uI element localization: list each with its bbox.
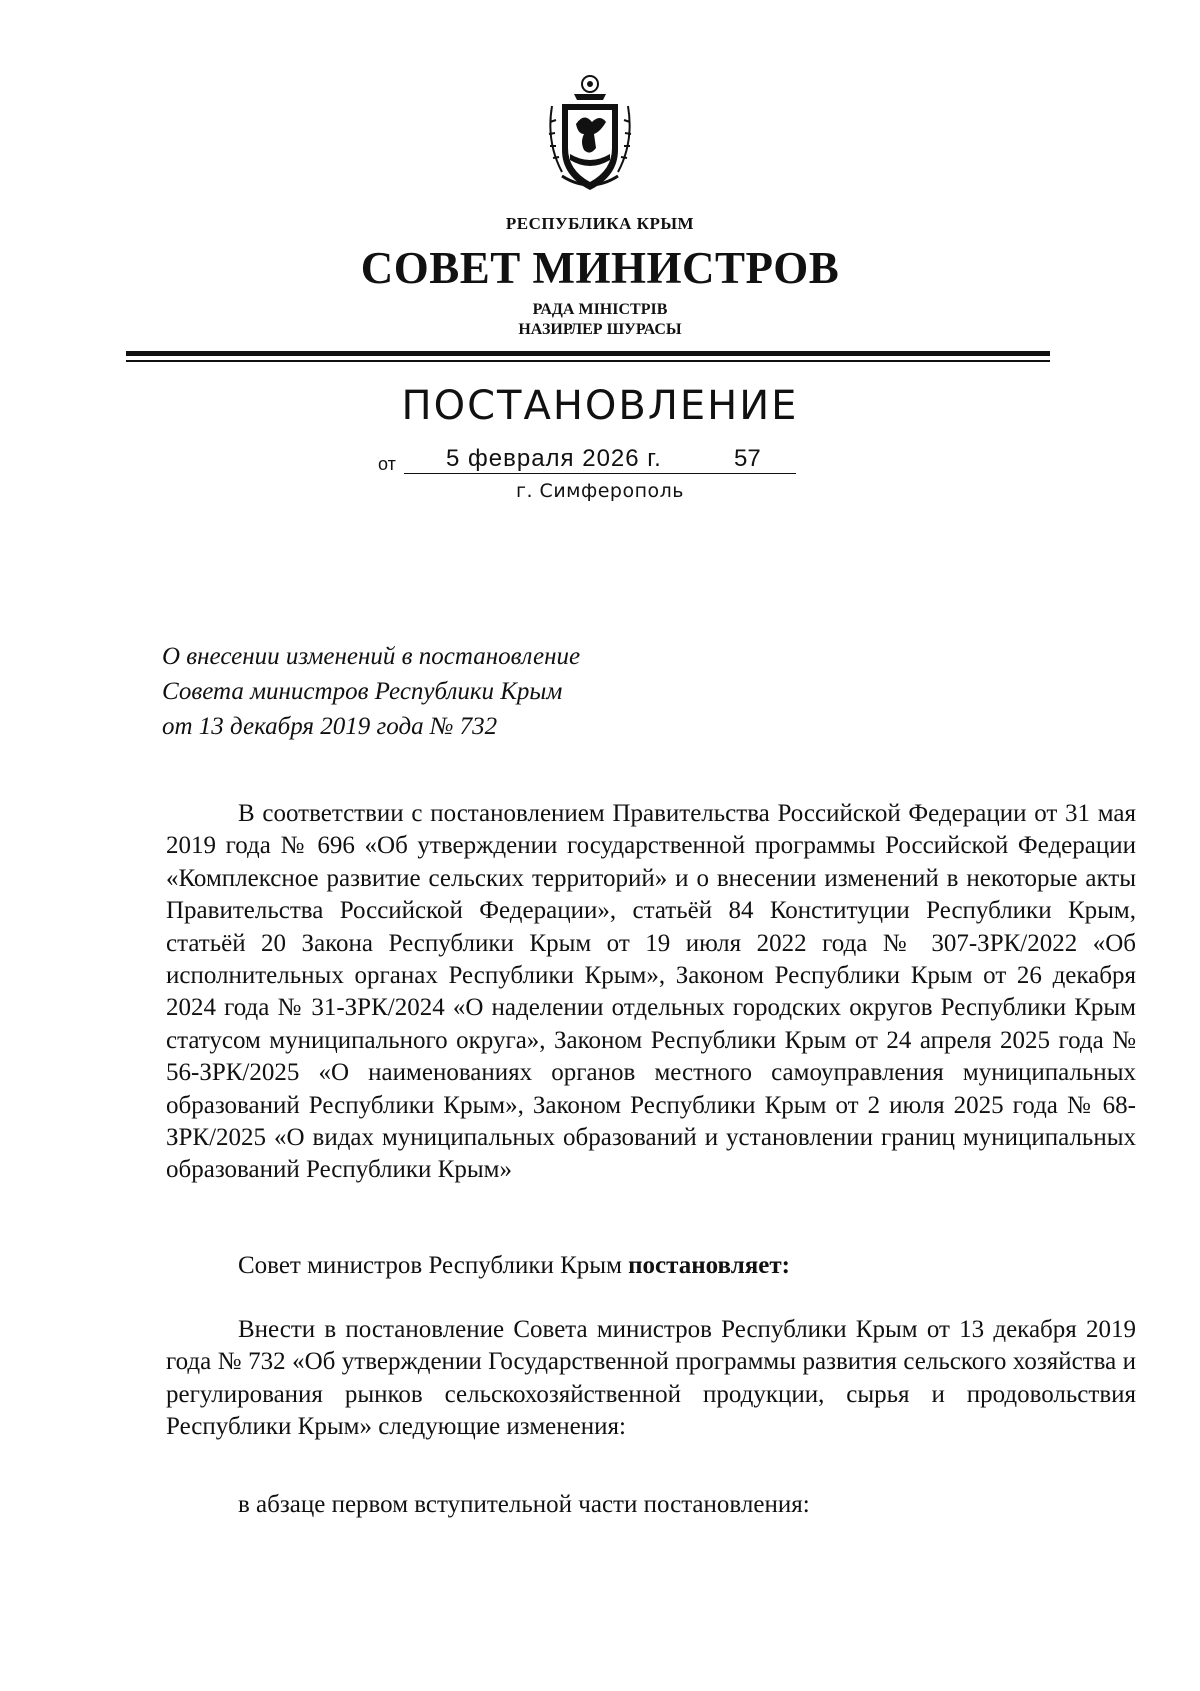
resolution-text: Совет министров Республики Крым (238, 1252, 629, 1279)
header-divider-thin (126, 360, 1050, 362)
date-prefix: от (378, 454, 396, 474)
header-divider-thick (126, 351, 1050, 356)
subject-line: от 13 декабря 2019 года № 732 (162, 713, 498, 740)
republic-name: РЕСПУБЛИКА КРЫМ (505, 214, 695, 233)
amendment-paragraph: Внести в постановление Совета министров Республики Крым от 13 декабря 2019 года № 732 «Об утверждении Государственной программы развития сельского хозяйства и регулирования рынков сельскохозяйственной продукции, сырья и продовольствия Республики Крым» следующие изменения: (166, 1316, 1136, 1441)
document-date: 5 февраля 2026 г. (446, 445, 662, 472)
preamble-paragraph: В соответствии с постановлением Правительства Российской Федерации от 31 мая 2019 года № 696 «Об утверждении государственной программы Российской Федерации «Комплексное развитие сельских территорий» и о внесении изменений в некоторые акты Правительства Российской Федерации», статьёй 84 Конституции Республики Крым, статьёй 20 Закона Республики Крым от 19 июля 2022 года № 307-ЗРК/2022 «Об исполнительных органах Республики Крым», Законом Республики Крым от 26 декабря 2024 года № 31-ЗРК/2024 «О наделении отдельных городских округов Республики Крым статусом муниципального округа», Законом Республики Крым от 24 апреля 2025 года № 56-ЗРК/2025 «О наименованиях органов местного самоуправления муниципальных образований Республики Крым», Законом Республики Крым от 2 июля 2025 года № 68-ЗРК/2025 «О видах муниципальных образований и установлении границ муниципальных образований Республики Крым» (166, 800, 1136, 1184)
date-number-line (378, 444, 798, 476)
resolution-paragraph (166, 1250, 1136, 1282)
document-subject (162, 639, 762, 744)
document-type-title: ПОСТАНОВЛЕНИЕ (401, 383, 799, 429)
organ-title-ukrainian: РАДА МІНІСТРІВ (532, 301, 668, 318)
subject-line: Совета министров Республики Крым (162, 678, 563, 705)
organ-title-crimean-tatar: НАЗИРЛЕР ШУРАСЫ (518, 321, 682, 338)
date-underline (404, 473, 796, 474)
organ-title: СОВЕТ МИНИСТРОВ (360, 243, 840, 293)
document-city: г. Симферополь (515, 480, 685, 502)
amendment-item-paragraph: в абзаце первом вступительной части постановления: (238, 1491, 810, 1518)
subject-line: О внесении изменений в постановление (162, 643, 581, 670)
coat-of-arms-emblem (540, 72, 640, 196)
document-number: 57 (734, 445, 761, 472)
resolution-verb: постановляет: (628, 1252, 790, 1279)
